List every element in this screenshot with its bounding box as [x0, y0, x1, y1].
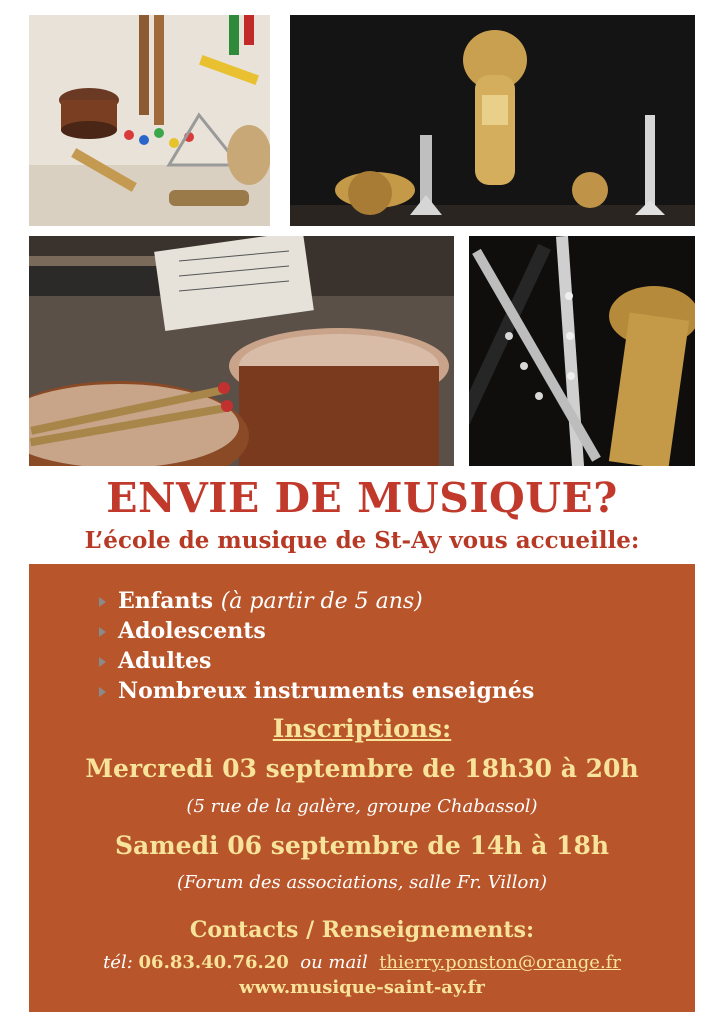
list-item — [99, 676, 534, 706]
info-panel — [29, 564, 695, 1012]
contacts-heading: Contacts / Renseignements: — [189, 917, 535, 943]
website-link[interactable]: www.musique-saint-ay.fr — [239, 977, 485, 998]
list-item-label: Adultes — [118, 648, 212, 674]
session-date: Samedi 06 septembre de 14h à 18h — [114, 831, 610, 860]
inscriptions-heading: Inscriptions: — [272, 714, 452, 743]
percussion-instruments-photo — [29, 15, 270, 226]
triangle-bullet-icon — [99, 597, 106, 607]
list-item — [99, 646, 534, 676]
session-location: (Forum des associations, salle Fr. Villon) — [176, 872, 548, 893]
page-subtitle: L’école de musique de St-Ay vous accueille: — [84, 527, 640, 554]
list-item — [99, 616, 534, 646]
brass-instruments-photo — [290, 15, 695, 226]
list-item — [99, 586, 534, 616]
phone-number: 06.83.40.76.20 — [138, 952, 289, 973]
triangle-bullet-icon — [99, 657, 106, 667]
triangle-bullet-icon — [99, 687, 106, 697]
tel-label: tél: — [103, 952, 133, 973]
session-date: Mercredi 03 septembre de 18h30 à 20h — [85, 754, 639, 783]
triangle-bullet-icon — [99, 627, 106, 637]
contact-line — [29, 952, 695, 973]
page-title: ENVIE DE MUSIQUE? — [106, 474, 618, 522]
session-location: (5 rue de la galère, groupe Chabassol) — [186, 796, 538, 817]
audience-list — [99, 586, 534, 706]
email-link[interactable]: thierry.ponston@orange.fr — [379, 952, 621, 973]
woodwind-instruments-photo — [469, 236, 695, 466]
list-item-note: (à partir de 5 ans) — [220, 589, 423, 614]
list-item-label: Enfants — [118, 588, 214, 614]
mail-label: ou mail — [300, 952, 368, 973]
list-item-label: Nombreux instruments enseignés — [118, 678, 535, 704]
list-item-label: Adolescents — [118, 618, 266, 644]
timpani-and-xylophone-photo — [29, 236, 454, 466]
